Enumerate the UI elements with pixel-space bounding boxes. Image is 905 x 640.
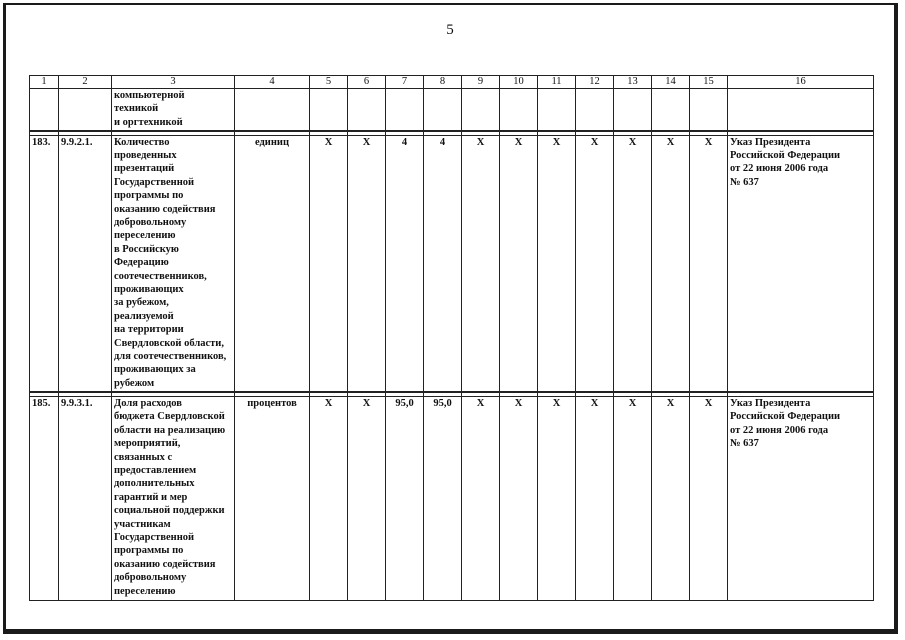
indicator-name: Количество проведенных презентаций Государственной программы по оказанию содействия добровольному переселению в Российскую Федерацию соотечественников, проживающих за рубежом, реализуемой на территории Свердловской области, для соотечественников, проживающих за рубежом <box>112 135 235 392</box>
column-header: 7 <box>386 76 424 89</box>
value-cell: X <box>652 135 690 392</box>
column-header: 9 <box>462 76 500 89</box>
value-cell: X <box>348 135 386 392</box>
column-header: 15 <box>690 76 728 89</box>
page-number: 5 <box>446 22 454 38</box>
value-cell: X <box>310 397 348 601</box>
column-header: 8 <box>424 76 462 89</box>
value-cell: X <box>652 397 690 601</box>
column-header: 12 <box>576 76 614 89</box>
value-cell: X <box>462 397 500 601</box>
column-header: 10 <box>500 76 538 89</box>
row-number: 183. <box>30 135 59 392</box>
column-header: 14 <box>652 76 690 89</box>
unit-of-measure: единиц <box>235 135 310 392</box>
table-row <box>30 135 874 392</box>
indicator-name: Доля расходов бюджета Свердловской области на реализацию мероприятий, связанных с предоставлением дополнительных гарантий и мер социальной поддержки участникам Государственной программы по оказанию содействия добровольному переселению <box>112 397 235 601</box>
legal-source: Указ Президента Российской Федерации от 22 июня 2006 года № 637 <box>728 397 874 601</box>
value-cell: X <box>538 135 576 392</box>
value-cell: 95,0 <box>424 397 462 601</box>
column-header: 13 <box>614 76 652 89</box>
value-cell: 4 <box>386 135 424 392</box>
value-cell: X <box>500 135 538 392</box>
value-cell: X <box>614 397 652 601</box>
value-cell: X <box>348 397 386 601</box>
indicators-table <box>29 75 874 601</box>
column-numbers-row <box>30 76 874 89</box>
value-cell: X <box>500 397 538 601</box>
column-header: 4 <box>235 76 310 89</box>
column-header: 3 <box>112 76 235 89</box>
column-header: 5 <box>310 76 348 89</box>
value-cell: X <box>614 135 652 392</box>
column-header: 2 <box>59 76 112 89</box>
column-header: 16 <box>728 76 874 89</box>
indicator-name: компьютерной техникой и оргтехникой <box>112 89 235 131</box>
value-cell: X <box>538 397 576 601</box>
table-row <box>30 397 874 601</box>
column-header: 11 <box>538 76 576 89</box>
unit-of-measure: процентов <box>235 397 310 601</box>
row-code: 9.9.3.1. <box>59 397 112 601</box>
value-cell: X <box>462 135 500 392</box>
column-header: 1 <box>30 76 59 89</box>
value-cell: X <box>690 397 728 601</box>
value-cell: X <box>310 135 348 392</box>
row-number: 185. <box>30 397 59 601</box>
value-cell: X <box>690 135 728 392</box>
table-row-continued <box>30 89 874 131</box>
row-code: 9.9.2.1. <box>59 135 112 392</box>
column-header: 6 <box>348 76 386 89</box>
legal-source: Указ Президента Российской Федерации от 22 июня 2006 года № 637 <box>728 135 874 392</box>
value-cell: 95,0 <box>386 397 424 601</box>
value-cell: X <box>576 135 614 392</box>
value-cell: 4 <box>424 135 462 392</box>
value-cell: X <box>576 397 614 601</box>
